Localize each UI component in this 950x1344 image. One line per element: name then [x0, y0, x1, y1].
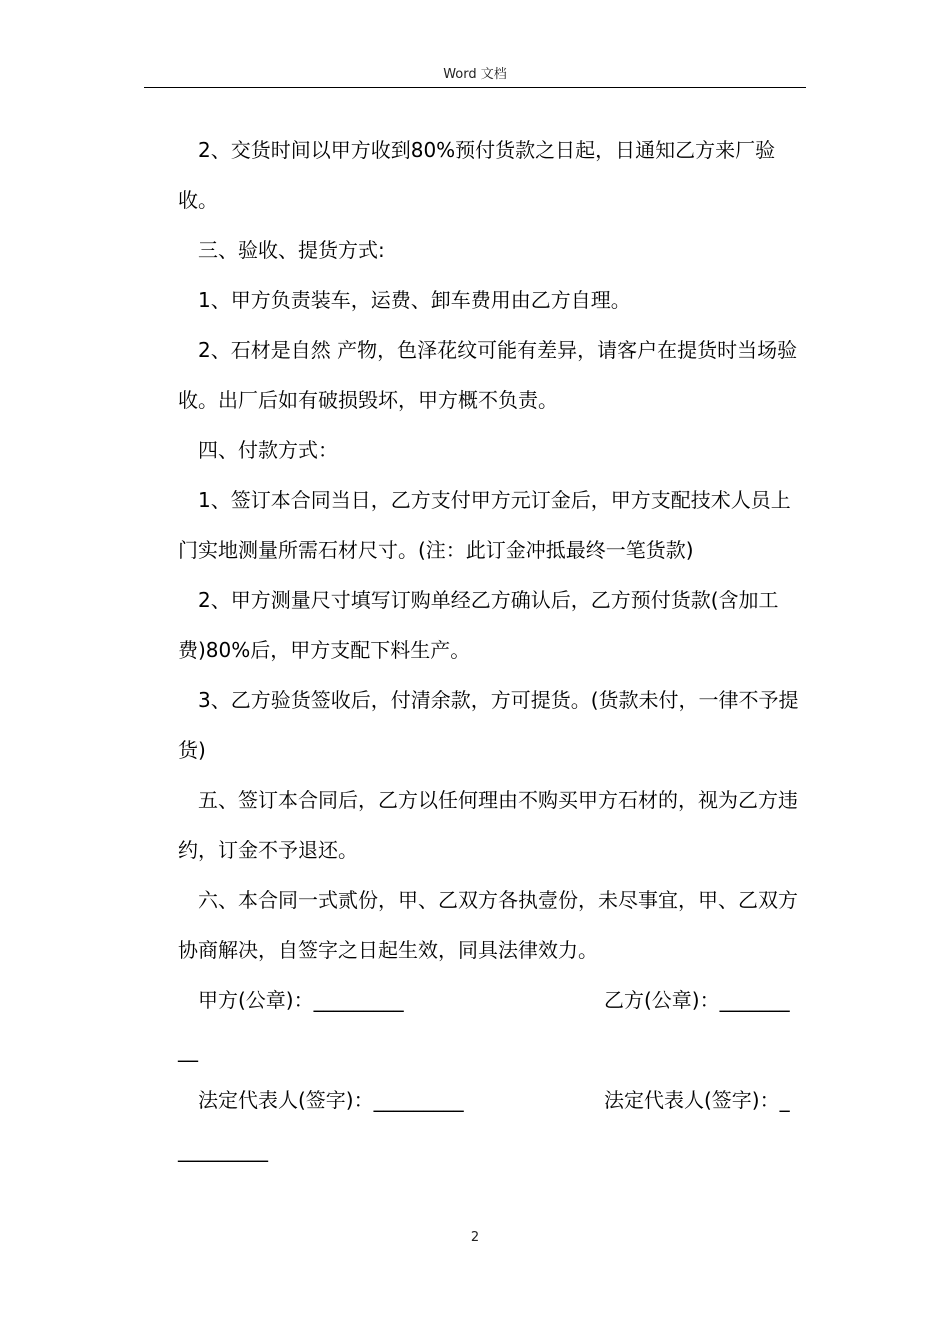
paragraph-loading: 1、甲方负责装车，运费、卸车费用由乙方自理。	[198, 288, 631, 312]
paragraph-natural-stone: 2、石材是自然 产物，色泽花纹可能有差异，请客户在提货时当场验收。出厂后如有破损毁坏，甲方概不负责。	[178, 338, 798, 412]
paragraph-delivery-time: 2、交货时间以甲方收到80%预付货款之日起，日通知乙方来厂验收。	[178, 138, 776, 212]
paragraph-final-payment: 3、乙方验货签收后，付清余款，方可提货。(货款未付，一律不予提货)	[178, 688, 799, 762]
page-number: 2	[470, 1230, 480, 1245]
page-header: Word 文档	[443, 67, 507, 82]
party-a-seal-field: 甲方(公章)：_________	[198, 988, 404, 1012]
party-b-seal-continuation: __	[178, 1038, 198, 1062]
paragraph-breach: 五、签订本合同后，乙方以任何理由不购买甲方石材的，视为乙方违约，订金不予退还。	[178, 788, 798, 862]
party-b-seal-field: 乙方(公章)：_______	[604, 988, 790, 1012]
document-body	[178, 125, 806, 1175]
party-b-representative-field: 法定代表人(签字)：_	[604, 1088, 790, 1112]
party-a-representative-field: 法定代表人(签字)：_________	[198, 1088, 464, 1112]
section-heading-inspection: 三、验收、提货方式:	[198, 238, 385, 262]
paragraph-prepayment: 2、甲方测量尺寸填写订购单经乙方确认后，乙方预付货款(含加工费)80%后，甲方支配下料生产。	[178, 588, 779, 662]
paragraph-copies: 六、本合同一式贰份，甲、乙双方各执壹份，未尽事宜，甲、乙双方协商解决，自签字之日起生效，同具法律效力。	[178, 888, 798, 962]
section-heading-payment: 四、付款方式：	[198, 438, 338, 462]
party-b-representative-continuation: _________	[178, 1138, 268, 1162]
header-divider	[144, 87, 806, 88]
seal-signature-line	[178, 975, 806, 1025]
paragraph-deposit: 1、签订本合同当日，乙方支付甲方元订金后，甲方支配技术人员上门实地测量所需石材尺寸。(注：此订金冲抵最终一笔货款)	[178, 488, 791, 562]
representative-signature-line	[178, 1075, 806, 1125]
